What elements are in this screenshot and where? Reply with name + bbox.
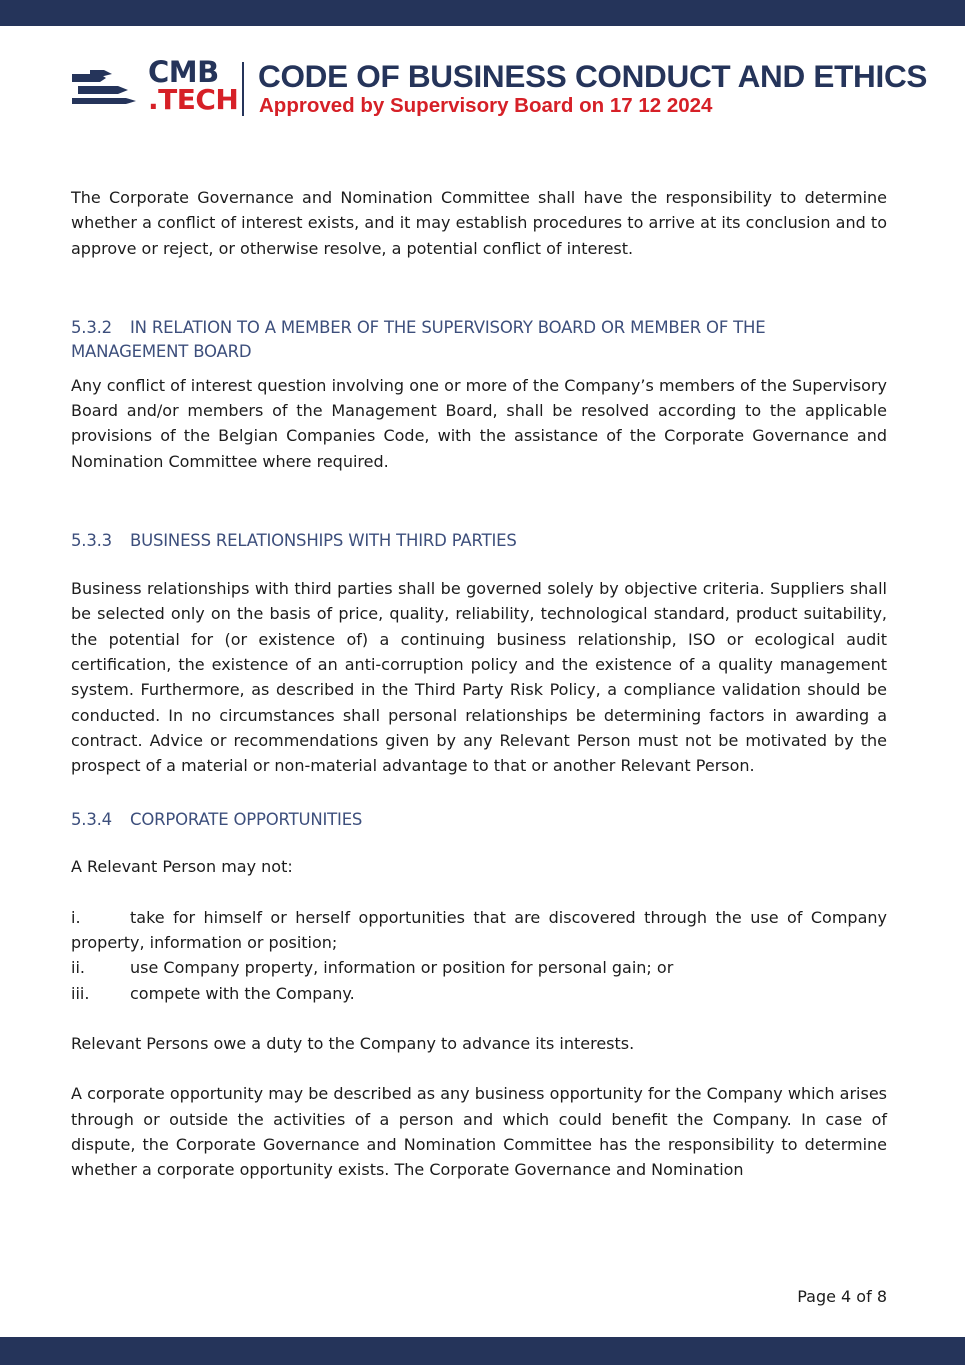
section-5-3-3-paragraph: Business relationships with third parties shall be governed solely by objective criteria. Suppliers shall be selected only on the basis of price, quality, reliability, technological standard, product suitability, the potential for (or existence of) a continuing business relationship, ISO or ecological audit certification, the existence of an anti-corruption policy and the existence of a quality management system. Furthermore, as described in the Third Party Risk Policy, a compliance validation should be conducted. In no circumstances shall personal relationships be determining factors in awarding a contract. Advice or recommendations given by any Relevant Person must not be motivated by the prospect of a material or non-material advantage to that or another Relevant Person. (71, 579, 887, 776)
intro-paragraph: The Corporate Governance and Nomination Committee shall have the responsibility to determine whether a conflict of interest exists, and it may establish procedures to arrive at its conclusion and to approve or reject, or otherwise resolve, a potential conflict of interest. (71, 188, 887, 258)
section-title: CORPORATE OPPORTUNITIES (130, 810, 363, 830)
corporate-opportunity-definition: A corporate opportunity may be described as any business opportunity for the Company which arises through or outside the activities of a person and which could benefit the Company. In case of dispute, the Corporate Governance and Nomination Committee has the responsibility to determine whether a corporate opportunity exists. The Corporate Governance and Nomination (71, 1084, 887, 1180)
section-heading-5-3-4 (71, 808, 887, 832)
list-item-text: compete with the Company. (130, 983, 355, 1003)
section-heading-5-3-3 (71, 529, 887, 553)
header-divider (242, 62, 244, 116)
list-item-number: ii. (71, 958, 85, 978)
list-item (71, 981, 887, 1006)
brand-wordmark-cmb: CMB (148, 55, 219, 89)
section-number: 5.3.2 (71, 317, 112, 337)
list-item (71, 905, 887, 956)
section-title: BUSINESS RELATIONSHIPS WITH THIRD PARTIES (130, 531, 517, 551)
list-item-text: use Company property, information or position for personal gain; or (130, 958, 674, 978)
section-number: 5.3.3 (71, 531, 112, 551)
approval-subtitle: Approved by Supervisory Board on 17 12 2024 (259, 94, 713, 117)
brand-wordmark (148, 55, 239, 116)
top-banner-bar (0, 0, 965, 26)
bottom-banner-bar (0, 1337, 965, 1365)
section-number: 5.3.4 (71, 810, 112, 830)
list-item-number: iii. (71, 983, 90, 1003)
prohibited-actions-list (71, 905, 887, 1006)
section-heading-5-3-2 (71, 316, 887, 364)
page-number: Page 4 of 8 (797, 1287, 887, 1306)
document-header (70, 55, 960, 120)
list-item-text: take for himself or herself opportunities that are discovered through the use of Company property, information or position; (71, 907, 887, 953)
duty-paragraph: Relevant Persons owe a duty to the Company to advance its interests. (71, 1033, 635, 1053)
list-item (71, 955, 887, 980)
document-title: CODE OF BUSINESS CONDUCT AND ETHICS (258, 58, 928, 94)
section-title: IN RELATION TO A MEMBER OF THE SUPERVISORY BOARD OR MEMBER OF THE MANAGEMENT BOARD (71, 317, 766, 361)
brand-wordmark-tech: .TECH (148, 83, 239, 116)
list-item-number: i. (71, 907, 81, 927)
section-5-3-4-lead: A Relevant Person may not: (71, 857, 293, 877)
cmb-tech-waves-logo-icon (70, 68, 138, 108)
page-body (71, 185, 887, 1182)
section-5-3-2-paragraph: Any conflict of interest question involving one or more of the Company’s members of the Supervisory Board and/or members of the Management Board, shall be resolved according to the applicable provisions of the Belgian Companies Code, with the assistance of the Corporate Governance and Nomination Committee where required. (71, 375, 887, 471)
